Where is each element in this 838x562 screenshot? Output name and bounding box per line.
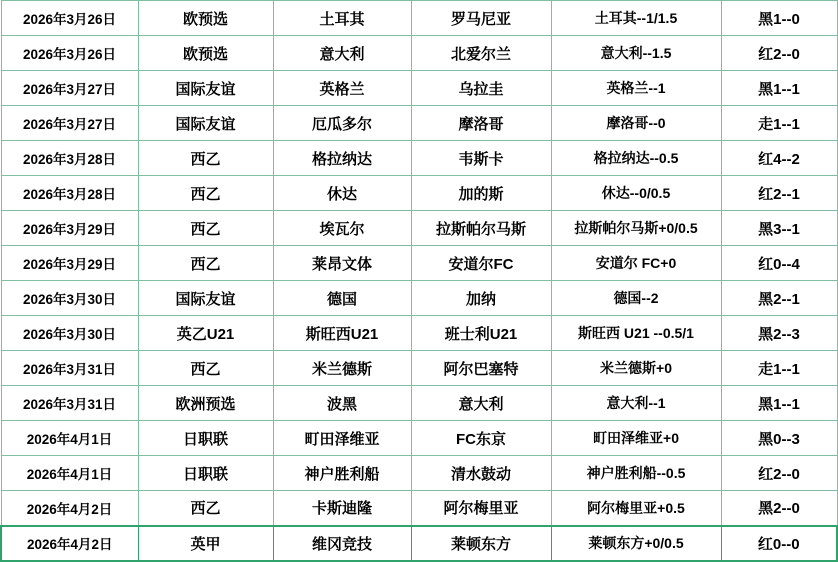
cell-away: 摩洛哥	[411, 106, 551, 141]
cell-away: 阿尔巴塞特	[411, 351, 551, 386]
table-row	[1, 141, 837, 176]
cell-away: 加的斯	[411, 176, 551, 211]
table-body	[1, 1, 837, 561]
cell-date: 2026年3月27日	[1, 71, 138, 106]
cell-home: 神户胜利船	[273, 456, 411, 491]
cell-home: 格拉纳达	[273, 141, 411, 176]
cell-date: 2026年3月30日	[1, 281, 138, 316]
cell-date: 2026年3月31日	[1, 351, 138, 386]
cell-date: 2026年3月29日	[1, 246, 138, 281]
cell-result: 走1--1	[721, 351, 837, 386]
table-row	[1, 71, 837, 106]
cell-pick: 安道尔 FC+0	[551, 246, 721, 281]
cell-home: 土耳其	[273, 1, 411, 36]
cell-league: 国际友谊	[138, 281, 273, 316]
cell-league: 英甲	[138, 526, 273, 561]
cell-date: 2026年3月29日	[1, 211, 138, 246]
cell-pick: 意大利--1.5	[551, 36, 721, 71]
cell-league: 欧预选	[138, 1, 273, 36]
cell-pick: 斯旺西 U21 --0.5/1	[551, 316, 721, 351]
cell-result: 红2--0	[721, 456, 837, 491]
cell-result: 红4--2	[721, 141, 837, 176]
cell-date: 2026年3月26日	[1, 1, 138, 36]
cell-date: 2026年4月2日	[1, 526, 138, 561]
table-row	[1, 491, 837, 526]
cell-league: 国际友谊	[138, 71, 273, 106]
cell-away: 莱顿东方	[411, 526, 551, 561]
cell-date: 2026年3月27日	[1, 106, 138, 141]
cell-home: 町田泽维亚	[273, 421, 411, 456]
cell-home: 卡斯迪隆	[273, 491, 411, 526]
cell-league: 日职联	[138, 421, 273, 456]
cell-pick: 德国--2	[551, 281, 721, 316]
cell-league: 欧预选	[138, 36, 273, 71]
cell-date: 2026年3月28日	[1, 176, 138, 211]
cell-home: 斯旺西U21	[273, 316, 411, 351]
cell-away: 北爱尔兰	[411, 36, 551, 71]
table-row	[1, 526, 837, 561]
cell-league: 西乙	[138, 491, 273, 526]
cell-result: 黑1--1	[721, 71, 837, 106]
table-row	[1, 106, 837, 141]
cell-league: 英乙U21	[138, 316, 273, 351]
cell-pick: 米兰德斯+0	[551, 351, 721, 386]
table-row	[1, 456, 837, 491]
cell-away: 安道尔FC	[411, 246, 551, 281]
cell-date: 2026年4月1日	[1, 456, 138, 491]
cell-pick: 英格兰--1	[551, 71, 721, 106]
table-row	[1, 316, 837, 351]
cell-result: 红2--0	[721, 36, 837, 71]
cell-result: 黑2--1	[721, 281, 837, 316]
table-row	[1, 351, 837, 386]
cell-league: 西乙	[138, 141, 273, 176]
table-row	[1, 246, 837, 281]
cell-date: 2026年4月1日	[1, 421, 138, 456]
cell-away: 乌拉圭	[411, 71, 551, 106]
cell-result: 红2--1	[721, 176, 837, 211]
cell-home: 厄瓜多尔	[273, 106, 411, 141]
cell-date: 2026年3月28日	[1, 141, 138, 176]
cell-pick: 町田泽维亚+0	[551, 421, 721, 456]
cell-result: 红0--0	[721, 526, 837, 561]
cell-home: 休达	[273, 176, 411, 211]
cell-league: 西乙	[138, 211, 273, 246]
cell-result: 走1--1	[721, 106, 837, 141]
cell-result: 黑0--3	[721, 421, 837, 456]
cell-pick: 意大利--1	[551, 386, 721, 421]
cell-pick: 格拉纳达--0.5	[551, 141, 721, 176]
cell-date: 2026年3月30日	[1, 316, 138, 351]
cell-pick: 摩洛哥--0	[551, 106, 721, 141]
cell-result: 黑3--1	[721, 211, 837, 246]
cell-away: 加纳	[411, 281, 551, 316]
cell-home: 莱昂文体	[273, 246, 411, 281]
cell-result: 黑1--1	[721, 386, 837, 421]
cell-league: 西乙	[138, 176, 273, 211]
cell-home: 意大利	[273, 36, 411, 71]
table-row	[1, 211, 837, 246]
cell-pick: 拉斯帕尔马斯+0/0.5	[551, 211, 721, 246]
cell-away: 韦斯卡	[411, 141, 551, 176]
cell-league: 欧洲预选	[138, 386, 273, 421]
table-row	[1, 421, 837, 456]
cell-league: 日职联	[138, 456, 273, 491]
cell-home: 埃瓦尔	[273, 211, 411, 246]
cell-home: 波黑	[273, 386, 411, 421]
table-row	[1, 36, 837, 71]
cell-result: 黑2--0	[721, 491, 837, 526]
cell-home: 维冈竞技	[273, 526, 411, 561]
cell-league: 西乙	[138, 351, 273, 386]
cell-away: 罗马尼亚	[411, 1, 551, 36]
table-row	[1, 176, 837, 211]
cell-pick: 阿尔梅里亚+0.5	[551, 491, 721, 526]
cell-away: 清水鼓动	[411, 456, 551, 491]
cell-date: 2026年3月26日	[1, 36, 138, 71]
cell-result: 红0--4	[721, 246, 837, 281]
cell-result: 黑2--3	[721, 316, 837, 351]
table-row	[1, 1, 837, 36]
cell-pick: 神户胜利船--0.5	[551, 456, 721, 491]
cell-away: FC东京	[411, 421, 551, 456]
cell-league: 国际友谊	[138, 106, 273, 141]
cell-home: 英格兰	[273, 71, 411, 106]
cell-date: 2026年4月2日	[1, 491, 138, 526]
cell-home: 米兰德斯	[273, 351, 411, 386]
table-row	[1, 386, 837, 421]
cell-home: 德国	[273, 281, 411, 316]
cell-date: 2026年3月31日	[1, 386, 138, 421]
cell-pick: 莱顿东方+0/0.5	[551, 526, 721, 561]
cell-pick: 土耳其--1/1.5	[551, 1, 721, 36]
cell-league: 西乙	[138, 246, 273, 281]
cell-result: 黑1--0	[721, 1, 837, 36]
cell-away: 班士利U21	[411, 316, 551, 351]
cell-away: 拉斯帕尔马斯	[411, 211, 551, 246]
table-row	[1, 281, 837, 316]
cell-away: 意大利	[411, 386, 551, 421]
cell-away: 阿尔梅里亚	[411, 491, 551, 526]
cell-pick: 休达--0/0.5	[551, 176, 721, 211]
